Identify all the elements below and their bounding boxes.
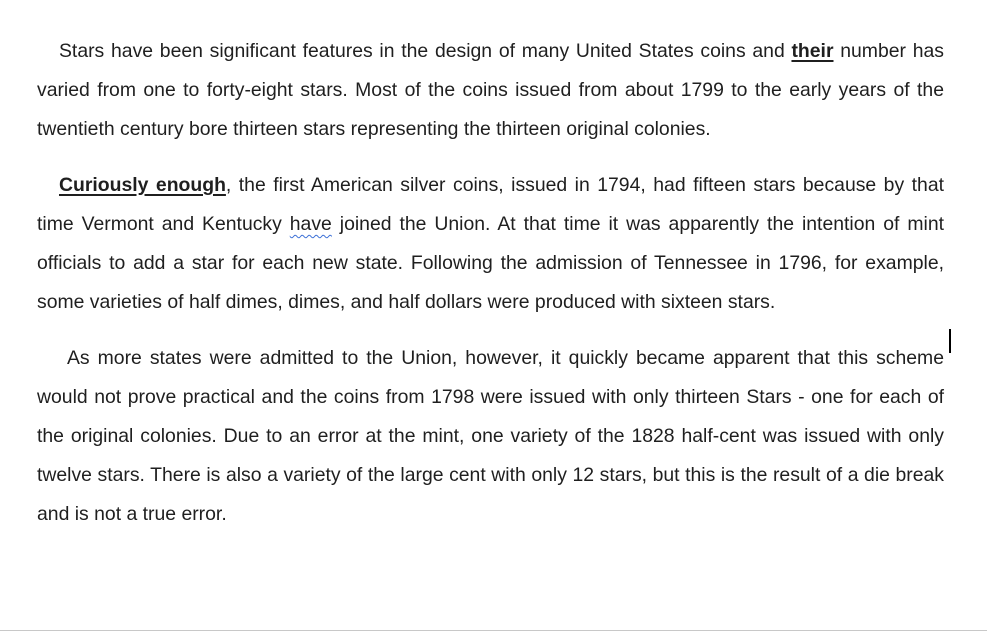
- emphasized-word-their: their: [791, 40, 834, 62]
- paragraph-3[interactable]: [37, 339, 944, 534]
- paragraph-1-text: Stars have been significant features in the design of many United States coins and: [59, 40, 792, 62]
- paragraph-2-text: , the first American silver coins, issued in 1794, had fifteen stars because by that time Vermont and Kentucky: [37, 174, 944, 235]
- page-bottom-divider: [0, 630, 987, 631]
- paragraph-2-text-continued: joined the Union. At that time it was apparently the intention of mint officials to add a star for each new state. Following the admission of Tennessee in 1796, for example, some varieties of half dimes, dimes, and half dollars were produced with sixteen stars.: [37, 213, 944, 313]
- emphasized-phrase-curiously-enough: Curiously enough: [59, 174, 226, 196]
- paragraph-2[interactable]: [37, 166, 944, 322]
- paragraph-1-text-continued: number has varied from one to forty-eight stars. Most of the coins issued from about 1799 to the early years of the twentieth century bore thirteen stars representing the thirteen original colonies.: [37, 40, 944, 140]
- text-cursor: [949, 329, 951, 353]
- paragraph-1[interactable]: [37, 32, 944, 149]
- paragraph-3-text: As more states were admitted to the Union, however, it quickly became apparent that this scheme would not prove practical and the coins from 1798 were issued with only thirteen Stars - one for each of the original colonies. Due to an error at the mint, one variety of the 1828 half-cent was issued with only twelve stars. There is also a variety of the large cent with only 12 stars, but this is the result of a die break and is not a true error.: [37, 347, 944, 525]
- grammar-flag-have[interactable]: have: [289, 213, 332, 235]
- document-body[interactable]: [37, 32, 944, 551]
